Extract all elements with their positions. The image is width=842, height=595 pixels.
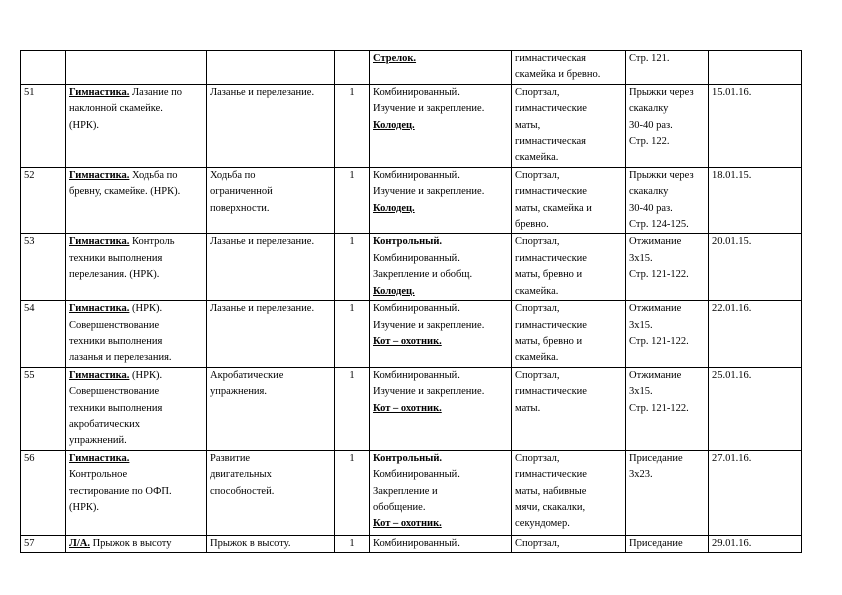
cell-line: Развитие bbox=[210, 452, 251, 464]
lesson-equipment bbox=[512, 367, 626, 450]
cell-line: Отжимание bbox=[629, 236, 682, 248]
cell-line: Спортзал, bbox=[515, 452, 560, 464]
lesson-hours bbox=[335, 450, 370, 535]
lesson-number bbox=[21, 84, 66, 167]
lesson-number bbox=[21, 234, 66, 301]
cell-line: бревно. bbox=[515, 219, 549, 231]
lesson-date bbox=[709, 450, 802, 535]
topic-text: перелезания. (НРК). bbox=[69, 269, 160, 281]
topic-line bbox=[69, 384, 203, 400]
cell-line: маты, бревно и bbox=[515, 335, 583, 347]
cell-line: Колодец. bbox=[373, 285, 415, 297]
topic-line bbox=[69, 184, 203, 200]
topic-text: техники выполнения bbox=[69, 402, 163, 414]
lesson-number-text: 54 bbox=[24, 303, 35, 315]
topic-text: упражнений. bbox=[69, 435, 127, 447]
topic-text: Ходьба по bbox=[129, 169, 178, 181]
topic-text: наклонной скамейке. bbox=[69, 103, 163, 115]
lesson-type bbox=[370, 301, 512, 368]
cell-line: Прыжки через bbox=[629, 86, 694, 98]
cell-line: Лазанье и перелезание. bbox=[210, 236, 315, 248]
lesson-date bbox=[709, 367, 802, 450]
cell-line: упражнения. bbox=[210, 386, 268, 398]
lesson-element bbox=[207, 234, 335, 301]
lesson-plan-table bbox=[20, 50, 802, 553]
lesson-homework bbox=[626, 535, 709, 552]
cell-line: 3х15. bbox=[629, 386, 653, 398]
lesson-homework bbox=[626, 51, 709, 85]
topic-text: Гимнастика. bbox=[69, 452, 130, 464]
lesson-topic bbox=[66, 84, 207, 167]
lesson-date bbox=[709, 301, 802, 368]
table-row bbox=[21, 450, 802, 535]
lesson-hours bbox=[335, 167, 370, 234]
topic-line bbox=[69, 401, 203, 417]
lesson-number bbox=[21, 367, 66, 450]
cell-line: маты, скамейка и bbox=[515, 202, 592, 214]
cell-line: Спортзал, bbox=[515, 303, 560, 315]
topic-line bbox=[69, 267, 203, 283]
cell-line: скамейка. bbox=[515, 152, 559, 164]
table-row bbox=[21, 535, 802, 552]
topic-line bbox=[69, 433, 203, 449]
topic-text: Совершенствование bbox=[69, 319, 160, 331]
lesson-element bbox=[207, 450, 335, 535]
cell-line: Комбинированный. bbox=[373, 469, 460, 481]
lesson-element bbox=[207, 367, 335, 450]
cell-line: маты, бревно и bbox=[515, 269, 583, 281]
topic-line bbox=[69, 234, 203, 250]
cell-line: Стрелок. bbox=[373, 53, 417, 64]
lesson-homework bbox=[626, 167, 709, 234]
lesson-hours bbox=[335, 367, 370, 450]
lesson-element bbox=[207, 301, 335, 368]
topic-line bbox=[69, 451, 203, 467]
hours-text: 1 bbox=[349, 236, 355, 248]
hours-text: 1 bbox=[349, 537, 355, 549]
lesson-equipment bbox=[512, 301, 626, 368]
lesson-number bbox=[21, 450, 66, 535]
lesson-element bbox=[207, 167, 335, 234]
lesson-date bbox=[709, 535, 802, 552]
topic-line bbox=[69, 500, 203, 516]
lesson-hours bbox=[335, 301, 370, 368]
cell-line: Кот – охотник. bbox=[373, 402, 442, 414]
lesson-type bbox=[370, 84, 512, 167]
cell-line: Спортзал, bbox=[515, 369, 560, 381]
cell-line: Лазанье и перелезание. bbox=[210, 303, 315, 315]
lesson-number bbox=[21, 167, 66, 234]
lesson-homework bbox=[626, 301, 709, 368]
topic-text: Гимнастика. bbox=[69, 86, 130, 98]
cell-line: поверхности. bbox=[210, 202, 270, 214]
cell-line: гимнастические bbox=[515, 186, 587, 198]
cell-line: двигательных bbox=[210, 469, 272, 481]
lesson-topic bbox=[66, 535, 207, 552]
topic-line bbox=[69, 484, 203, 500]
cell-line: Стр. 121. bbox=[629, 53, 670, 64]
lesson-type bbox=[370, 367, 512, 450]
lesson-equipment bbox=[512, 535, 626, 552]
topic-text: Гимнастика. bbox=[69, 169, 130, 181]
cell-line: Закрепление и bbox=[373, 485, 438, 497]
cell-line: Спортзал, bbox=[515, 86, 560, 98]
lesson-hours bbox=[335, 84, 370, 167]
cell-line: маты, набивные bbox=[515, 485, 587, 497]
lesson-hours bbox=[335, 234, 370, 301]
cell-line: обобщение. bbox=[373, 501, 426, 513]
cell-line: Колодец. bbox=[373, 202, 415, 214]
lesson-topic bbox=[66, 167, 207, 234]
lesson-equipment bbox=[512, 51, 626, 85]
lesson-homework bbox=[626, 84, 709, 167]
cell-line: ограниченной bbox=[210, 186, 273, 198]
lesson-number-text: 53 bbox=[24, 236, 35, 248]
lesson-topic bbox=[66, 450, 207, 535]
topic-line bbox=[69, 417, 203, 433]
hours-text: 1 bbox=[349, 169, 355, 181]
cell-line: гимнастические bbox=[515, 386, 587, 398]
cell-line: Комбинированный. bbox=[373, 303, 460, 315]
topic-line bbox=[69, 101, 203, 117]
date-text: 20.01.15. bbox=[712, 236, 752, 248]
topic-text: акробатических bbox=[69, 418, 141, 430]
lesson-topic bbox=[66, 301, 207, 368]
cell-line: Кот – охотник. bbox=[373, 335, 442, 347]
topic-line bbox=[69, 334, 203, 350]
cell-line: Стр. 121-122. bbox=[629, 335, 689, 347]
lesson-equipment bbox=[512, 450, 626, 535]
date-text: 18.01.15. bbox=[712, 169, 752, 181]
hours-text: 1 bbox=[349, 452, 355, 464]
cell-line: Кот – охотник. bbox=[373, 518, 442, 530]
topic-line bbox=[69, 467, 203, 483]
cell-line: гимнастические bbox=[515, 103, 587, 115]
topic-line bbox=[69, 301, 203, 317]
cell-line: скамейка. bbox=[515, 285, 559, 297]
cell-line: гимнастические bbox=[515, 319, 587, 331]
date-text: 25.01.16. bbox=[712, 369, 752, 381]
lesson-type bbox=[370, 234, 512, 301]
lesson-date bbox=[709, 234, 802, 301]
topic-text: техники выполнения bbox=[69, 252, 163, 264]
topic-line bbox=[69, 118, 203, 134]
lesson-number-text: 57 bbox=[24, 537, 35, 549]
table-row bbox=[21, 167, 802, 234]
cell-line: 3х15. bbox=[629, 252, 653, 264]
cell-line: Стр. 121-122. bbox=[629, 269, 689, 281]
lesson-number bbox=[21, 51, 66, 85]
lesson-date bbox=[709, 167, 802, 234]
lesson-number bbox=[21, 301, 66, 368]
lesson-hours bbox=[335, 51, 370, 85]
date-text: 27.01.16. bbox=[712, 452, 752, 464]
topic-text: Контроль bbox=[129, 236, 175, 248]
cell-line: Комбинированный. bbox=[373, 86, 460, 98]
topic-text: Гимнастика. bbox=[69, 303, 130, 315]
cell-line: Колодец. bbox=[373, 119, 415, 131]
topic-text: (НРК). bbox=[129, 303, 163, 315]
cell-line: Изучение и закрепление. bbox=[373, 186, 485, 198]
lesson-topic bbox=[66, 234, 207, 301]
topic-text: Гимнастика. bbox=[69, 236, 130, 248]
cell-line: скамейка и бревно. bbox=[515, 69, 601, 81]
cell-line: Спортзал, bbox=[515, 236, 560, 248]
lesson-equipment bbox=[512, 167, 626, 234]
cell-line: Закрепление и обобщ. bbox=[373, 269, 473, 281]
cell-line: Прыжки через bbox=[629, 169, 694, 181]
hours-text: 1 bbox=[349, 369, 355, 381]
topic-line bbox=[69, 168, 203, 184]
topic-text: техники выполнения bbox=[69, 335, 163, 347]
topic-text: Гимнастика. bbox=[69, 369, 130, 381]
lesson-element bbox=[207, 535, 335, 552]
lesson-homework bbox=[626, 450, 709, 535]
lesson-number bbox=[21, 535, 66, 552]
lesson-equipment bbox=[512, 234, 626, 301]
topic-text: Прыжок в высоту bbox=[89, 537, 172, 549]
topic-text: Контрольное bbox=[69, 469, 128, 481]
topic-line bbox=[69, 318, 203, 334]
cell-line: скамейка. bbox=[515, 352, 559, 364]
cell-line: гимнастическая bbox=[515, 53, 587, 64]
topic-text: Л/А. bbox=[69, 537, 90, 549]
lesson-type bbox=[370, 167, 512, 234]
lesson-topic bbox=[66, 367, 207, 450]
topic-line bbox=[69, 350, 203, 366]
cell-line: гимнастические bbox=[515, 252, 587, 264]
cell-line: Прыжок в высоту. bbox=[210, 537, 291, 549]
topic-text: (НРК). bbox=[69, 501, 100, 513]
topic-line bbox=[69, 536, 203, 552]
cell-line: Отжимание bbox=[629, 303, 682, 315]
cell-line: Комбинированный. bbox=[373, 252, 460, 264]
lesson-number-text: 52 bbox=[24, 169, 35, 181]
cell-line: Ходьба по bbox=[210, 169, 256, 181]
cell-line: секундомер. bbox=[515, 518, 570, 530]
cell-line: маты. bbox=[515, 402, 541, 414]
cell-line: Изучение и закрепление. bbox=[373, 103, 485, 115]
cell-line: мячи, скакалки, bbox=[515, 501, 586, 513]
cell-line: 3х23. bbox=[629, 469, 653, 481]
lesson-number-text: 56 bbox=[24, 452, 35, 464]
hours-text: 1 bbox=[349, 86, 355, 98]
cell-line: гимнастические bbox=[515, 469, 587, 481]
table-row bbox=[21, 51, 802, 85]
cell-line: Приседание bbox=[629, 452, 683, 464]
cell-line: Лазанье и перелезание. bbox=[210, 86, 315, 98]
cell-line: способностей. bbox=[210, 485, 275, 497]
hours-text: 1 bbox=[349, 303, 355, 315]
cell-line: Контрольный. bbox=[373, 452, 442, 464]
topic-line bbox=[69, 85, 203, 101]
cell-line: Комбинированный. bbox=[373, 369, 460, 381]
topic-text: (НРК). bbox=[129, 369, 163, 381]
lesson-date bbox=[709, 84, 802, 167]
cell-line: Стр. 121-122. bbox=[629, 402, 689, 414]
lesson-equipment bbox=[512, 84, 626, 167]
cell-line: Спортзал, bbox=[515, 169, 560, 181]
cell-line: Изучение и закрепление. bbox=[373, 319, 485, 331]
date-text: 15.01.16. bbox=[712, 86, 752, 98]
lesson-element bbox=[207, 51, 335, 85]
lesson-number-text: 55 bbox=[24, 369, 35, 381]
lesson-hours bbox=[335, 535, 370, 552]
topic-text: бревну, скамейке. (НРК). bbox=[69, 186, 181, 198]
lesson-topic bbox=[66, 51, 207, 85]
topic-line bbox=[69, 251, 203, 267]
cell-line: Отжимание bbox=[629, 369, 682, 381]
lesson-type bbox=[370, 535, 512, 552]
lesson-date bbox=[709, 51, 802, 85]
table-row bbox=[21, 234, 802, 301]
cell-line: скакалку bbox=[629, 186, 669, 198]
topic-text: Лазание по bbox=[129, 86, 183, 98]
table-row bbox=[21, 301, 802, 368]
lesson-type bbox=[370, 51, 512, 85]
cell-line: 30-40 раз. bbox=[629, 202, 673, 214]
topic-text: (НРК). bbox=[69, 119, 100, 131]
cell-line: Контрольный. bbox=[373, 236, 442, 248]
cell-line: Стр. 124-125. bbox=[629, 219, 689, 231]
cell-line: Стр. 122. bbox=[629, 136, 670, 148]
lesson-number-text: 51 bbox=[24, 86, 35, 98]
cell-line: скакалку bbox=[629, 103, 669, 115]
date-text: 29.01.16. bbox=[712, 537, 752, 549]
cell-line: Акробатические bbox=[210, 369, 284, 381]
cell-line: Изучение и закрепление. bbox=[373, 386, 485, 398]
cell-line: 3х15. bbox=[629, 319, 653, 331]
cell-line: Комбинированный. bbox=[373, 537, 460, 549]
lesson-homework bbox=[626, 234, 709, 301]
date-text: 22.01.16. bbox=[712, 303, 752, 315]
cell-line: гимнастическая bbox=[515, 136, 587, 148]
cell-line: 30-40 раз. bbox=[629, 119, 673, 131]
lesson-element bbox=[207, 84, 335, 167]
lesson-type bbox=[370, 450, 512, 535]
table-row bbox=[21, 367, 802, 450]
cell-line: Комбинированный. bbox=[373, 169, 460, 181]
topic-text: Совершенствование bbox=[69, 386, 160, 398]
table-row bbox=[21, 84, 802, 167]
table-body bbox=[21, 51, 802, 553]
cell-line: Приседание bbox=[629, 537, 683, 549]
cell-line: маты, bbox=[515, 119, 541, 131]
cell-line: Спортзал, bbox=[515, 537, 560, 549]
lesson-homework bbox=[626, 367, 709, 450]
topic-text: лазанья и перелезания. bbox=[69, 352, 172, 364]
topic-line bbox=[69, 368, 203, 384]
topic-text: тестирование по ОФП. bbox=[69, 485, 172, 497]
